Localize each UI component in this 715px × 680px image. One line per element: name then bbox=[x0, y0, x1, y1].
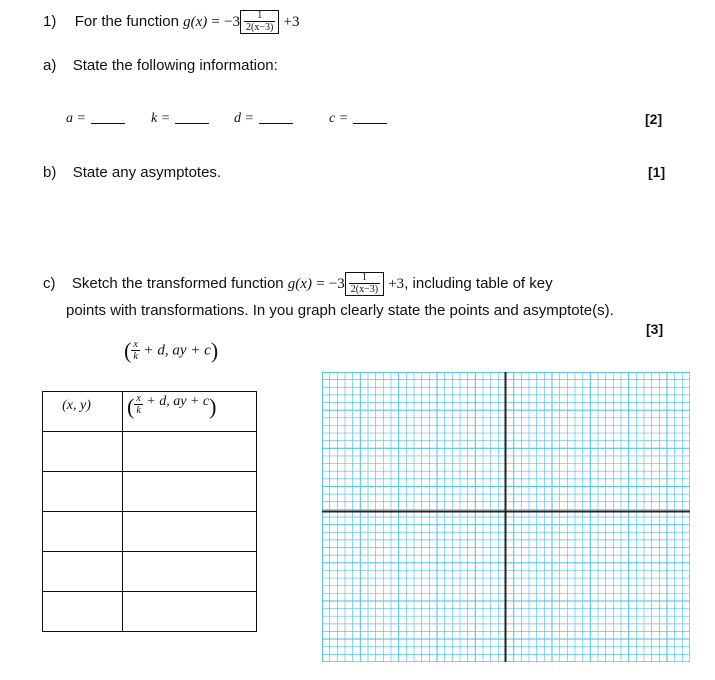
part-c-prompt bbox=[43, 272, 553, 296]
table-row bbox=[43, 432, 257, 472]
var-k bbox=[151, 111, 209, 127]
part-a-marks: [2] bbox=[645, 111, 663, 127]
part-c-constant: +3 bbox=[388, 275, 405, 292]
var-c bbox=[329, 111, 387, 127]
mapping-close-paren: ) bbox=[210, 338, 219, 363]
graph-grid[interactable] bbox=[322, 372, 690, 662]
var-k-label: k = bbox=[151, 111, 171, 126]
table-cell-xy[interactable] bbox=[43, 432, 123, 472]
var-c-blank[interactable] bbox=[353, 123, 387, 124]
question-header bbox=[43, 10, 299, 34]
var-a bbox=[66, 111, 125, 127]
table-row bbox=[43, 472, 257, 512]
table-header-mapping bbox=[123, 392, 257, 432]
table-cell-xy[interactable] bbox=[43, 592, 123, 632]
var-a-label: a = bbox=[66, 111, 86, 126]
part-a-label: a) bbox=[43, 57, 57, 74]
table-cell-mapping[interactable] bbox=[123, 472, 257, 512]
question-intro: For the function bbox=[74, 12, 179, 30]
part-a-text: State the following information: bbox=[72, 57, 278, 74]
mapping-notation bbox=[124, 338, 218, 364]
part-b-label: b) bbox=[43, 164, 57, 181]
part-c-coefficient: −3 bbox=[328, 275, 345, 292]
table-row bbox=[43, 512, 257, 552]
graph-paper[interactable] bbox=[322, 372, 690, 662]
part-a-prompt bbox=[43, 57, 278, 74]
mapping-den: k bbox=[133, 351, 138, 362]
mapping-num: x bbox=[133, 339, 138, 350]
table-row bbox=[43, 552, 257, 592]
coefficient: −3 bbox=[224, 13, 241, 30]
table-cell-mapping[interactable] bbox=[123, 552, 257, 592]
part-c-function-lhs: g(x) bbox=[287, 275, 312, 292]
question-number: 1) bbox=[43, 12, 57, 30]
table-row bbox=[43, 592, 257, 632]
part-b-text: State any asymptotes. bbox=[72, 164, 222, 181]
fraction-numerator: 1 bbox=[257, 10, 263, 21]
table-header-mapping-text bbox=[123, 394, 256, 430]
var-k-blank[interactable] bbox=[175, 123, 209, 124]
part-c-text-after: , including table of key bbox=[404, 274, 553, 292]
part-c-marks: [3] bbox=[646, 321, 664, 337]
var-d-label: d = bbox=[234, 111, 254, 126]
table-close-paren: ) bbox=[209, 393, 217, 419]
table-header-xy-text: (x, y) bbox=[62, 397, 91, 413]
table-open-paren: ( bbox=[127, 393, 135, 419]
table-cell-xy[interactable] bbox=[43, 552, 123, 592]
part-c-bracket bbox=[345, 272, 384, 296]
part-c-fraction-numerator: 1 bbox=[361, 272, 367, 283]
var-c-label: c = bbox=[329, 111, 349, 126]
mapping-open-paren: ( bbox=[124, 338, 132, 363]
part-c-equals: = bbox=[316, 275, 325, 292]
table-cell-mapping[interactable] bbox=[123, 592, 257, 632]
table-mapping-num: x bbox=[136, 392, 141, 404]
table-cell-xy[interactable] bbox=[43, 472, 123, 512]
function-lhs: g(x) bbox=[183, 13, 208, 30]
constant-term: +3 bbox=[283, 13, 300, 30]
table-mapping-rest: + d, ay + c bbox=[146, 393, 210, 409]
fraction-denominator: 2(x−3) bbox=[246, 22, 274, 33]
var-d-blank[interactable] bbox=[259, 123, 293, 124]
part-b-prompt bbox=[43, 164, 221, 181]
table-cell-mapping[interactable] bbox=[123, 432, 257, 472]
part-c-text-before: Sketch the transformed function bbox=[71, 274, 284, 292]
bracket bbox=[240, 10, 279, 34]
table-header-xy bbox=[43, 392, 123, 432]
table-cell-mapping[interactable] bbox=[123, 512, 257, 552]
equals-sign: = bbox=[211, 13, 220, 30]
table-cell-xy[interactable] bbox=[43, 512, 123, 552]
table-mapping-den: k bbox=[136, 404, 141, 416]
part-c-line2: points with transformations. In you graph clearly state the points and asymptote(s). bbox=[66, 302, 614, 319]
table-header-row bbox=[43, 392, 257, 432]
var-d bbox=[234, 111, 293, 127]
part-c-label: c) bbox=[43, 274, 56, 292]
part-c-fraction-denominator: 2(x−3) bbox=[350, 284, 379, 295]
part-b-marks: [1] bbox=[648, 164, 666, 180]
mapping-rest: + d, ay + c bbox=[143, 342, 211, 359]
var-a-blank[interactable] bbox=[91, 123, 125, 124]
key-points-table bbox=[42, 391, 257, 632]
